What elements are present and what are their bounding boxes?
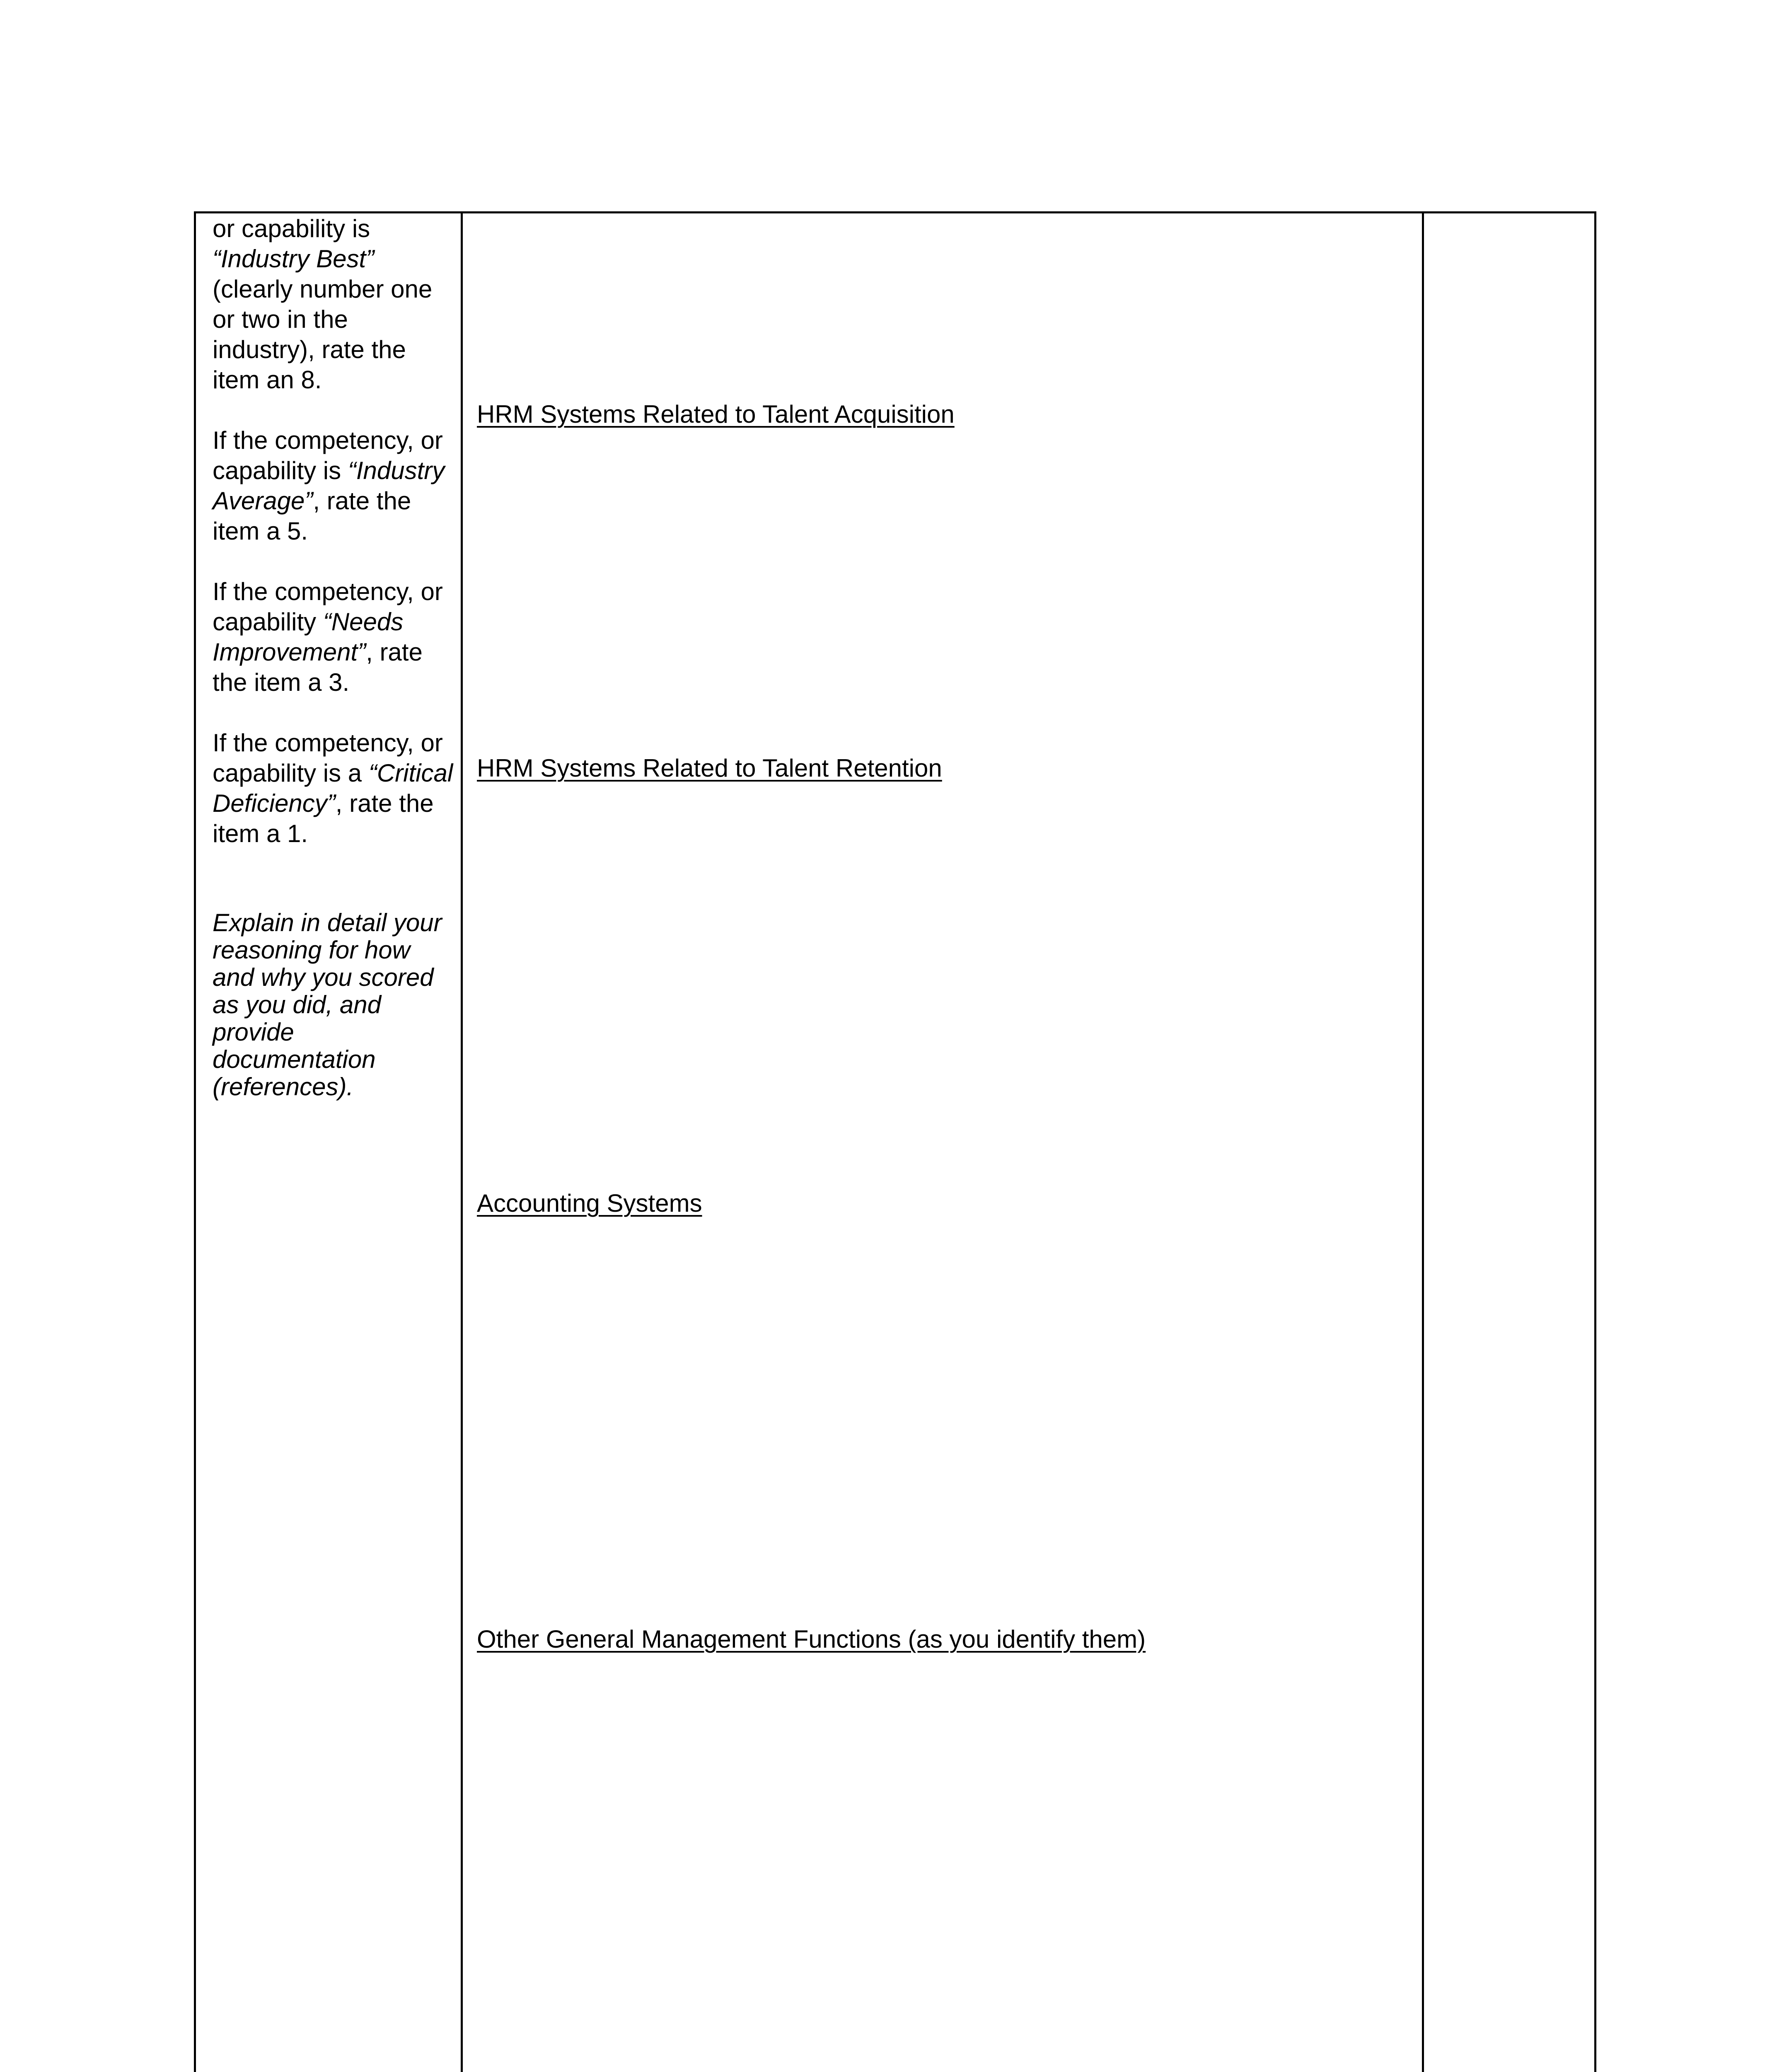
explain-instruction: Explain in detail your reasoning for how and why you scored as you did, and provide documentation (references). <box>213 909 442 1101</box>
instruction-industry-best: or capability is “Industry Best” (clearly number one or two in the industry), rate the item an 8. <box>213 215 433 394</box>
heading-accounting-systems: Accounting Systems <box>477 1189 702 1217</box>
column-divider <box>461 213 463 2072</box>
instruction-critical-deficiency: If the competency, or capability is a “Critical Deficiency”, rate the item a 1. <box>213 729 453 847</box>
instruction-needs-improvement: If the competency, or capability “Needs Improvement”, rate the item a 3. <box>213 578 443 696</box>
column-divider <box>1422 213 1424 2072</box>
rating-table <box>194 211 1596 2072</box>
heading-talent-acquisition: HRM Systems Related to Talent Acquisition <box>477 400 955 428</box>
instruction-industry-average: If the competency, or capability is “Industry Average”, rate the item a 5. <box>213 426 445 545</box>
heading-talent-retention: HRM Systems Related to Talent Retention <box>477 754 942 782</box>
heading-other-management-functions: Other General Management Functions (as you identify them) <box>477 1625 1146 1653</box>
rating-instructions <box>213 213 457 1101</box>
